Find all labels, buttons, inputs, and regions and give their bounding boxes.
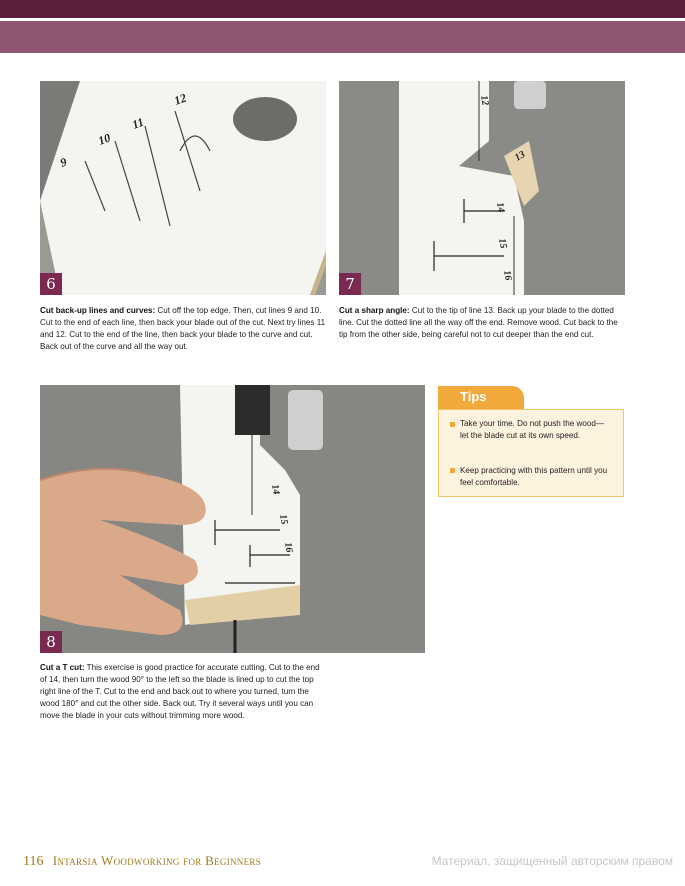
- step-8-badge: 8: [40, 631, 62, 653]
- step-7-heading: Cut a sharp angle:: [339, 306, 410, 315]
- tip-item-1: Take your time. Do not push the wood—let the blade cut at its own speed.: [460, 419, 604, 440]
- step-6-badge: 6: [40, 273, 62, 295]
- step-7-label-13: 13: [513, 149, 528, 164]
- step-7-badge: 7: [339, 273, 361, 295]
- step-6-caption: [40, 305, 328, 353]
- top-color-band: [0, 0, 685, 18]
- step-8-label-14: 14: [269, 483, 282, 496]
- tip-bullet-icon: [450, 422, 455, 427]
- tip-item-2: Keep practicing with this pattern until you feel comfortable.: [460, 466, 608, 487]
- step-8-body: This exercise is good practice for accurate cutting. Cut to the end of 14, then turn the wood 90° to the left so the blade is lined up to cut the top right line of the T. Cut to the end and back out to where you turned, turn the wood 180° and cut the other side. Back out. Try it several ways until you can move the blade in your cuts without trimming more wood.: [40, 663, 320, 720]
- step-6-heading: Cut back-up lines and curves:: [40, 306, 156, 315]
- step-8-label-15: 15: [277, 513, 290, 526]
- step-7-label-16: 16: [501, 269, 514, 282]
- page-number: 116: [23, 854, 44, 869]
- step-7-caption: [339, 305, 627, 341]
- step-6-label-12: 12: [172, 90, 189, 108]
- step-7-label-15: 15: [496, 237, 509, 250]
- folio: [23, 853, 261, 870]
- step-8-caption: [40, 662, 328, 722]
- tips-title: Tips: [460, 389, 487, 404]
- header-band: [0, 21, 685, 53]
- step-8-heading: Cut a T cut:: [40, 663, 85, 672]
- step-6-label-9: 9: [58, 154, 69, 170]
- step-8-photo: [40, 385, 425, 653]
- step-7-photo: [339, 81, 625, 295]
- step-7-body: Cut to the tip of line 13. Back up your blade to the dotted line. Cut the dotted line all the way off the end. Remove wood. Cut back to the tip from the other side, being careful not to cut deeper than the end cut.: [339, 306, 618, 339]
- step-8-label-16: 16: [282, 541, 295, 554]
- step-6-label-11: 11: [130, 114, 146, 132]
- step-6-photo: [40, 81, 326, 295]
- copyright-watermark: Материал, защищенный авторским правом: [431, 854, 673, 868]
- step-7-label-12: 12: [478, 94, 491, 107]
- step-6-label-10: 10: [96, 130, 113, 148]
- book-title: Intarsia Woodworking for Beginners: [52, 853, 261, 868]
- step-6-body: Cut off the top edge. Then, cut lines 9 and 10. Cut to the end of each line, then back your blade out of the cut. Next try lines 11 and 12. Cut to the end of the line, then back your blade to the curve and cut. Back out of the curve and all the way out.: [40, 306, 326, 351]
- step-7-label-14: 14: [494, 201, 507, 214]
- tip-bullet-icon: [450, 468, 455, 473]
